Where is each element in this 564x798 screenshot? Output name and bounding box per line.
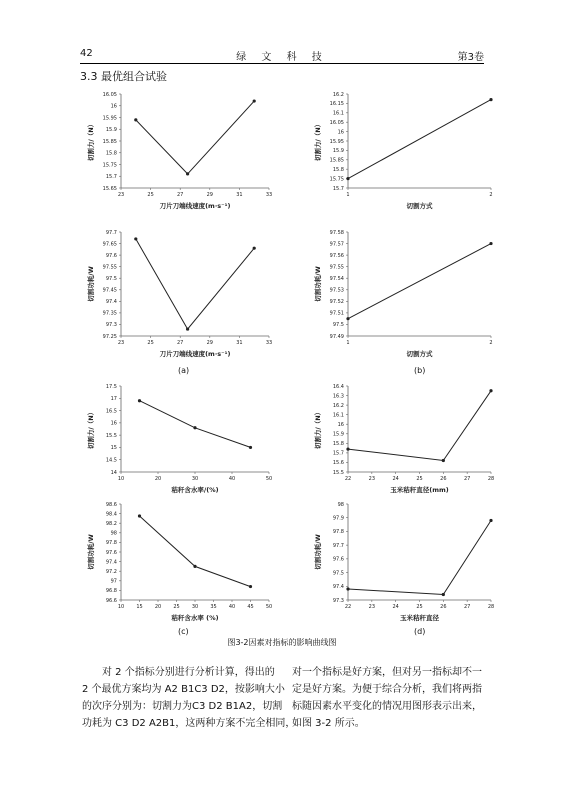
data-point — [134, 237, 137, 240]
y-tick-label: 98 — [337, 501, 344, 508]
y-tick-label: 16.15 — [329, 101, 344, 108]
x-tick-label: 1 — [346, 192, 350, 198]
sublabel-d: (d) — [414, 627, 426, 636]
y-tick-label: 16.2 — [332, 402, 344, 409]
y-tick-label: 98 — [110, 530, 117, 537]
y-tick-label: 15.95 — [329, 138, 344, 145]
page-number: 42 — [80, 48, 93, 59]
y-tick-label: 16.2 — [332, 91, 344, 98]
x-tick-label: 27 — [177, 192, 184, 198]
y-tick-label: 97.5 — [105, 276, 117, 283]
sublabel-b: (b) — [414, 366, 426, 375]
x-tick-label: 33 — [265, 192, 273, 198]
x-axis-label: 刀片刀端线速度(m·s⁻¹) — [159, 350, 231, 358]
x-tick-label: 23 — [117, 192, 125, 198]
x-tick-label: 28 — [487, 604, 495, 610]
data-point — [346, 317, 349, 320]
y-tick-label: 97.7 — [332, 542, 344, 549]
volume-label: 第3卷 — [457, 52, 484, 63]
sublabel-a: (a) — [178, 366, 190, 375]
y-tick-label: 97.58 — [329, 229, 344, 236]
x-tick-label: 28 — [487, 476, 495, 482]
data-point — [442, 593, 445, 596]
paragraph-line: 功耗为 C3 D2 A2B1，这两种方案不完全相同， — [82, 718, 296, 729]
series-line — [136, 101, 254, 174]
x-axis-label: 秸秆含水率/(%) — [171, 486, 219, 494]
y-tick-label: 97.3 — [105, 322, 117, 329]
y-tick-label: 97.7 — [105, 229, 117, 236]
y-tick-label: 97.9 — [332, 515, 344, 522]
y-tick-label: 98.4 — [105, 511, 117, 518]
y-tick-label: 97.2 — [105, 569, 117, 575]
paragraph-line: 的次序分别为：切割力为C3 D2 B1A2，切割 — [82, 701, 283, 712]
series-line — [140, 401, 251, 448]
y-tick-label: 97.52 — [329, 299, 344, 306]
x-tick-label: 10 — [117, 604, 125, 610]
paragraph-line: 标随因素水平变化的情况用图形表示出来， — [292, 701, 482, 712]
y-tick-label: 15.7 — [332, 450, 344, 457]
y-tick-label: 15 — [110, 445, 117, 452]
y-tick-label: 97.51 — [329, 310, 344, 317]
y-axis-label: 切割力/（N） — [87, 408, 95, 450]
series-line — [140, 516, 251, 587]
y-tick-label: 16.3 — [332, 393, 344, 400]
series-line — [348, 521, 491, 595]
series-line — [348, 244, 491, 319]
x-tick-label: 35 — [210, 604, 217, 610]
series-line — [348, 100, 491, 179]
y-tick-label: 97.54 — [329, 276, 344, 283]
y-tick-label: 16.05 — [102, 91, 117, 98]
data-point — [138, 399, 141, 402]
y-tick-label: 15.8 — [105, 150, 117, 157]
y-tick-label: 15.85 — [329, 157, 344, 164]
x-tick-label: 24 — [392, 604, 399, 610]
x-tick-label: 2 — [489, 192, 493, 198]
y-tick-label: 97.55 — [102, 264, 117, 271]
data-point — [249, 446, 252, 449]
paragraph-line: 2 个最优方案均为 A2 B1C3 D2，按影响大小 — [82, 684, 285, 695]
y-tick-label: 16.4 — [332, 383, 344, 390]
x-tick-label: 29 — [206, 340, 213, 346]
y-tick-label: 15.6 — [332, 460, 344, 467]
y-tick-label: 15.9 — [332, 431, 344, 438]
data-point — [253, 99, 256, 102]
y-tick-label: 98.2 — [105, 521, 117, 527]
data-point — [489, 98, 492, 101]
data-point — [193, 565, 196, 568]
y-tick-label: 97.49 — [329, 333, 344, 340]
data-point — [489, 519, 492, 522]
x-tick-label: 31 — [236, 340, 243, 346]
x-tick-label: 40 — [228, 476, 236, 482]
y-tick-label: 15.65 — [102, 185, 117, 192]
y-tick-label: 96.8 — [105, 588, 117, 595]
y-tick-label: 97.45 — [102, 287, 117, 294]
y-axis-label: 切割力/（N） — [87, 120, 95, 162]
chart-c1-cutting-force-vs-moisture — [85, 382, 275, 494]
chart-d2-power-vs-diameter — [312, 500, 497, 622]
y-tick-label: 97.8 — [105, 540, 117, 547]
y-tick-label: 97.8 — [332, 529, 344, 536]
chart-b2-power-vs-method — [312, 228, 497, 358]
y-tick-label: 97.4 — [105, 559, 117, 566]
y-tick-label: 16 — [337, 422, 344, 429]
x-tick-label: 27 — [177, 340, 184, 346]
y-tick-label: 98.6 — [105, 501, 117, 508]
y-tick-label: 97.55 — [329, 264, 344, 271]
x-tick-label: 26 — [440, 476, 447, 482]
data-point — [193, 426, 196, 429]
y-tick-label: 14.5 — [105, 457, 117, 464]
y-tick-label: 97 — [110, 578, 117, 585]
x-tick-label: 25 — [173, 604, 180, 610]
y-tick-label: 15.7 — [332, 185, 344, 192]
y-tick-label: 15.8 — [332, 441, 344, 448]
y-tick-label: 15.85 — [102, 138, 117, 145]
x-tick-label: 2 — [489, 340, 493, 346]
y-tick-label: 14 — [110, 469, 117, 476]
y-axis-label: 切割力/（N） — [314, 120, 322, 162]
y-tick-label: 15.7 — [105, 174, 117, 181]
x-axis-label: 切割方式 — [406, 202, 433, 210]
y-axis-label: 切割功耗/W — [87, 534, 95, 570]
y-tick-label: 97.6 — [105, 549, 117, 556]
data-point — [138, 514, 141, 517]
y-tick-label: 15.75 — [102, 162, 117, 169]
x-tick-label: 50 — [265, 604, 273, 610]
x-tick-label: 23 — [368, 604, 376, 610]
x-tick-label: 27 — [463, 604, 471, 610]
chart-a2-power-vs-speed — [85, 228, 275, 358]
y-tick-label: 16 — [337, 129, 344, 136]
series-line — [348, 391, 491, 461]
y-axis-label: 切割功耗/W — [314, 266, 322, 302]
y-tick-label: 97.35 — [102, 310, 117, 317]
section-heading: 3.3 最优组合试验 — [80, 70, 167, 83]
data-point — [186, 327, 189, 330]
x-tick-label: 50 — [265, 476, 273, 482]
y-tick-label: 17.5 — [105, 383, 117, 390]
y-tick-label: 16.05 — [329, 120, 344, 126]
x-tick-label: 45 — [247, 604, 254, 610]
y-tick-label: 97.5 — [332, 570, 344, 577]
data-point — [134, 118, 137, 121]
paragraph-line: 对 2 个指标分别进行分析计算，得出的 — [102, 667, 275, 678]
x-tick-label: 33 — [265, 340, 273, 346]
y-tick-label: 15.75 — [329, 176, 344, 183]
data-point — [346, 177, 349, 180]
y-tick-label: 15.95 — [102, 115, 117, 122]
data-point — [489, 242, 492, 245]
paragraph-left — [82, 664, 296, 732]
y-tick-label: 15.8 — [332, 167, 344, 173]
y-tick-label: 16 — [110, 420, 117, 427]
x-tick-label: 23 — [368, 476, 376, 482]
y-tick-label: 97.5 — [332, 322, 344, 329]
x-tick-label: 10 — [117, 476, 125, 482]
y-tick-label: 97.3 — [332, 597, 344, 604]
journal-title: 绿 文 科 技 — [236, 52, 328, 63]
y-tick-label: 15.5 — [332, 469, 344, 476]
y-tick-label: 97.6 — [332, 556, 344, 563]
series-line — [136, 239, 254, 329]
x-tick-label: 25 — [416, 476, 423, 482]
y-axis-label: 切割功耗/W — [314, 534, 322, 570]
x-tick-label: 26 — [440, 604, 447, 610]
x-tick-label: 30 — [191, 604, 199, 610]
y-tick-label: 96.6 — [105, 597, 117, 604]
x-axis-label: 切割方式 — [406, 350, 433, 358]
x-tick-label: 22 — [344, 604, 352, 610]
data-point — [253, 247, 256, 250]
x-tick-label: 25 — [147, 340, 154, 346]
x-axis-label: 玉米秸秆直径 — [400, 614, 439, 622]
chart-a1-cutting-force-vs-speed — [85, 90, 275, 210]
chart-d1-cutting-force-vs-diameter — [312, 382, 497, 494]
x-tick-label: 20 — [154, 476, 162, 482]
y-tick-label: 97.4 — [105, 299, 117, 306]
x-tick-label: 20 — [154, 604, 162, 610]
y-tick-label: 15.5 — [105, 432, 117, 439]
x-axis-label: 秸秆含水率 (%) — [171, 614, 219, 622]
sublabel-c: (c) — [178, 627, 189, 636]
x-tick-label: 31 — [236, 192, 243, 198]
y-tick-label: 16.1 — [332, 412, 344, 419]
figure-caption: 图3-2因素对指标的影响曲线图 — [227, 638, 337, 647]
y-axis-label: 切割功耗/W — [87, 266, 95, 302]
chart-b1-cutting-force-vs-method — [312, 90, 497, 210]
paragraph-line: 如图 3-2 所示。 — [292, 718, 365, 729]
x-tick-label: 30 — [191, 476, 199, 482]
x-tick-label: 22 — [344, 476, 352, 482]
x-tick-label: 29 — [206, 192, 213, 198]
y-tick-label: 97.4 — [332, 584, 344, 591]
y-tick-label: 97.6 — [105, 252, 117, 259]
paragraph-line: 对一个指标是好方案，但对另一指标却不一 — [292, 667, 482, 678]
x-tick-label: 25 — [147, 192, 154, 198]
data-point — [442, 459, 445, 462]
chart-c2-power-vs-moisture — [85, 500, 275, 622]
header-rule — [80, 63, 484, 64]
x-tick-label: 15 — [136, 604, 143, 610]
paragraph-line: 定是好方案。为便于综合分析，我们将两指 — [292, 684, 482, 695]
y-tick-label: 16.5 — [105, 408, 117, 415]
x-tick-label: 27 — [463, 476, 471, 482]
data-point — [186, 172, 189, 175]
x-tick-label: 23 — [117, 340, 125, 346]
y-tick-label: 15.9 — [105, 127, 117, 134]
y-tick-label: 16.1 — [332, 110, 344, 117]
data-point — [249, 585, 252, 588]
data-point — [346, 447, 349, 450]
y-tick-label: 16 — [110, 103, 117, 110]
y-tick-label: 97.25 — [102, 333, 117, 340]
y-tick-label: 15.9 — [332, 148, 344, 155]
x-tick-label: 1 — [346, 340, 350, 346]
data-point — [346, 587, 349, 590]
x-tick-label: 40 — [228, 604, 236, 610]
y-tick-label: 17 — [110, 396, 117, 403]
y-tick-label: 97.53 — [329, 287, 344, 294]
x-axis-label: 刀片刀端线速度(m·s⁻¹) — [159, 202, 231, 210]
y-tick-label: 97.56 — [329, 252, 344, 259]
running-header — [80, 48, 484, 62]
x-axis-label: 玉米秸秆直径(mm) — [390, 486, 449, 494]
x-tick-label: 24 — [392, 476, 399, 482]
y-tick-label: 97.57 — [329, 241, 344, 248]
x-tick-label: 25 — [416, 604, 423, 610]
y-tick-label: 97.65 — [102, 241, 117, 248]
y-axis-label: 切割力/（N） — [314, 408, 322, 450]
paragraph-right — [292, 664, 488, 732]
data-point — [489, 389, 492, 392]
